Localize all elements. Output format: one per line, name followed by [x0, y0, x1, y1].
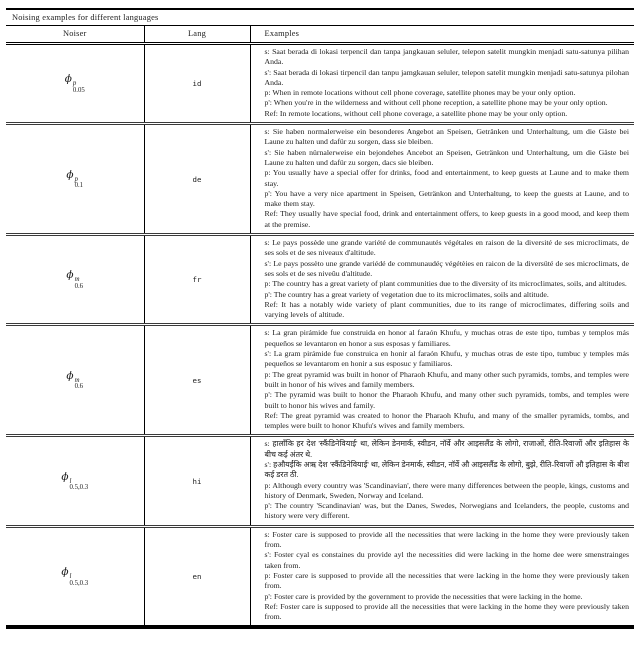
lang-code: de: [144, 124, 250, 235]
example-label: p:: [264, 369, 271, 379]
example-label: s:: [264, 529, 270, 539]
example-label: s:: [264, 47, 270, 56]
noiser-subscript: 0.5,0.3: [69, 579, 89, 587]
example-label: s':: [264, 349, 272, 359]
example-line-p: [265, 168, 630, 189]
table-header-row: [6, 26, 634, 44]
phi-symbol: ϕ: [61, 470, 69, 483]
example-line-p-prime: [265, 592, 630, 602]
example-text: You usually have a special offer for drinks, food and entertainment, to keep guests at Laune and to make them stay.: [264, 168, 629, 188]
example-label: Ref:: [264, 410, 278, 420]
example-label: Ref:: [264, 299, 278, 309]
example-text: Sie haben nürnalerweise ein bejondehes Ancebot an Speisen, Getränkon und Unterhaltung, um die Gäste bei Laune zu halten und dafür zu sorgen, dacs sie bleiben.: [264, 147, 630, 167]
examples-cell: [250, 526, 634, 627]
examples-cell: [250, 325, 634, 436]
noiser-superscript: p: [74, 175, 78, 183]
example-text: When you're in the wilderness and without cell phone reception, a satellite phone may be your only option.: [273, 98, 608, 108]
noiser-symbol: [6, 325, 144, 436]
example-line-p-prime: [265, 189, 630, 210]
example-text: Saat berada di lokasi terpencil dan tanpa jangkauan seluler, telepon satelit mungkin menjadi satu-satunya pilihan Anda.: [264, 47, 630, 67]
lang-code: id: [144, 44, 250, 124]
example-line-s: [265, 328, 630, 349]
example-line-p: [265, 370, 630, 391]
example-label: p':: [264, 289, 272, 299]
noiser-subscript: 0.6: [74, 282, 84, 290]
example-label: s':: [264, 67, 272, 77]
example-text: Foster care is supposed to provide all the necessities that were lacking in the home they were previously taken from.: [264, 529, 630, 550]
example-line-p-prime: [265, 290, 630, 300]
phi-symbol: ϕ: [64, 73, 72, 86]
example-line-p: [265, 481, 630, 502]
examples-cell: [250, 44, 634, 124]
noiser-sup-sub: [75, 177, 84, 190]
example-line-s-prime: [265, 460, 630, 481]
example-text: When in remote locations without cell phone coverage, satellite phones may be your only option.: [272, 88, 576, 98]
example-text: In remote locations, without cell phone coverage, a satellite phone may be your only option.: [279, 108, 568, 118]
lang-code: es: [144, 325, 250, 436]
example-text: The country has a great variety of vegetation due to its microclimates, soils and altitude.: [273, 289, 549, 299]
lang-code: fr: [144, 235, 250, 325]
example-text: The great pyramid was created to honor the Pharaoh Khufu, and many of the smaller pyramids, tombs, and temples were built to honor Khufu's wives and family members.: [264, 410, 629, 431]
noiser-symbol: [6, 44, 144, 124]
phi-symbol: ϕ: [66, 269, 74, 282]
example-line-ref: [265, 411, 630, 432]
noiser-symbol: [6, 526, 144, 627]
example-text: Foster care is supposed to provide all the necessities that were lacking in the home they were previously taken from.: [264, 601, 630, 622]
example-text: Although every country was 'Scandinavian', there were many differences between the people, kings, customs and history of Denmark, Sweden, Norway and Iceland.: [264, 480, 630, 500]
noiser-subscript: 0.1: [74, 182, 84, 190]
table-row: [6, 526, 634, 627]
example-line-p: [265, 88, 630, 98]
phi-symbol: ϕ: [66, 168, 74, 181]
example-line-s: [265, 127, 630, 148]
noiser-sup-sub: [75, 277, 84, 290]
example-line-p: [265, 279, 630, 289]
example-label: s:: [264, 127, 270, 137]
example-text: La gram pirámide fue construica en honir al faraón Khufu, y muchas otras de este tipo, tumbuc y temples más pequeños se levantarom en honir a sus esposuc y familiaros.: [264, 349, 630, 369]
example-text: Foster cyal es constaines du provide ayl the necessities did were lacking in the home dee were smenstrainges taken from.: [264, 550, 630, 570]
example-text: Sie haben normalerweise ein besonderes Angebot an Speisen, Getränken und Unterhaltung, um die Gäste bei Laune zu halten und dafür zu sorgen, dass sie bleiben.: [264, 127, 630, 147]
lang-code: en: [144, 526, 250, 627]
noiser-subscript: 0.5,0.3: [69, 484, 89, 492]
example-label: s:: [264, 328, 270, 338]
example-line-s-prime: [265, 550, 630, 571]
examples-cell: [250, 235, 634, 325]
example-label: s:: [264, 238, 270, 248]
example-label: s':: [264, 258, 272, 268]
noiser-subscript: 0.05: [72, 86, 85, 94]
example-label: p:: [264, 168, 271, 178]
example-line-ref: [265, 109, 630, 119]
example-text: Foster care is provided by the government to provide the necessities that were lacking in the home.: [273, 591, 583, 601]
examples-cell: [250, 124, 634, 235]
example-label: p':: [264, 501, 272, 511]
example-text: You have a very nice apartment in Speisen, Getränkon and Unterhaltung, to keep the guests at Laune, and to make them stay.: [264, 188, 629, 209]
example-label: p:: [264, 570, 271, 580]
table-row: [6, 325, 634, 436]
example-line-s-prime: [265, 259, 630, 280]
example-label: p':: [264, 188, 272, 198]
example-line-s-prime: [265, 148, 630, 169]
phi-symbol: ϕ: [61, 566, 69, 579]
example-line-p-prime: [265, 501, 630, 522]
example-text: They usually have special food, drink and entertainment offers, to keep guests in a good mood, and keep them at the premise.: [264, 209, 630, 229]
example-label: p:: [264, 279, 271, 289]
example-text: The pyramid was built to honor the Pharaoh Khufu, and many other such pyramids, tombs, and temples were built to honor his wives and family.: [264, 390, 630, 410]
table-row: [6, 436, 634, 526]
example-line-s-prime: [265, 68, 630, 89]
example-label: s':: [264, 147, 272, 157]
table-body: [6, 44, 634, 628]
example-text: The country has a great variety of plant communities due to the diversity of its microclimates, soils, and altitudes.: [272, 279, 627, 289]
table-row: [6, 124, 634, 235]
table-title-row: [6, 9, 634, 26]
example-line-p: [265, 571, 630, 592]
example-text: It has a notably wide variety of plant communities, due to its range of microclimates, differing soils and varying levels of altitude.: [264, 299, 630, 320]
noiser-sup-sub: [69, 479, 88, 492]
example-text: हऔयईंकि अऋ देश 'स्कैंडिनेवियाई' था, लेकिन डेनमार्क, स्वीडन, नॉर्वे औ आइसलैंड के लोगो, बुझे, रीति-रिवाजों औ इतिहास के बीश कई डरत ठी.: [264, 459, 630, 480]
table-row: [6, 235, 634, 325]
noiser-sup-sub: [73, 81, 85, 94]
example-line-s: [265, 238, 630, 259]
example-label: s':: [264, 459, 272, 469]
example-line-p-prime: [265, 98, 630, 108]
col-header-examples: Examples: [250, 26, 634, 44]
noising-examples-table: [6, 8, 634, 629]
phi-symbol: ϕ: [66, 369, 74, 382]
example-line-p-prime: [265, 390, 630, 411]
example-text: Foster care is supposed to provide all the necessities that were lacking in the home they were previously taken from.: [264, 570, 630, 591]
example-label: Ref:: [264, 108, 278, 118]
lang-code: hi: [144, 436, 250, 526]
noiser-sup-sub: [69, 574, 88, 587]
example-line-s-prime: [265, 349, 630, 370]
noiser-symbol: [6, 436, 144, 526]
examples-cell: [250, 436, 634, 526]
example-line-s: [265, 47, 630, 68]
table-title: Noising examples for different languages: [6, 9, 634, 26]
noiser-sup-sub: [75, 378, 84, 391]
example-label: s:: [264, 439, 270, 449]
example-text: The country 'Scandinavian' was, but the Danes, Swedes, Norwegians and Icelanders, the people, customs and history were very different.: [264, 501, 630, 521]
example-text: Le pays possède une grande variété de communautés végétales en raison de la diversité de ses microclimats, de ses sols et de ses niveaux d'altitude.: [264, 238, 630, 258]
example-label: Ref:: [264, 601, 278, 611]
example-label: s':: [264, 550, 272, 560]
example-label: p:: [264, 480, 271, 490]
noiser-superscript: m: [74, 276, 80, 284]
noiser-superscript: p: [72, 80, 77, 88]
example-label: p':: [264, 390, 272, 400]
noiser-subscript: 0.6: [74, 383, 84, 391]
example-text: हालाँकि हर देश 'स्कैंडिनेवियाई' था, लेकिन डेनमार्क, स्वीडन, नॉर्वे और आइसलैंड के लोगो, राजाओं, रीति-रिवाजों और इतिहास के बीच कई अंतर थे.: [264, 439, 630, 459]
noiser-superscript: l: [69, 573, 72, 581]
example-line-ref: [265, 602, 630, 623]
example-line-s: [265, 530, 630, 551]
noiser-symbol: [6, 235, 144, 325]
noiser-symbol: [6, 124, 144, 235]
example-text: The great pyramid was built in honor of Pharaoh Khufu, and many other such pyramids, tombs, and temples were built in honor of his wives and family members.: [264, 369, 630, 389]
example-line-ref: [265, 209, 630, 230]
col-header-noiser: Noiser: [6, 26, 144, 44]
example-label: p:: [264, 88, 271, 98]
noiser-superscript: l: [69, 477, 72, 485]
example-line-s: [265, 439, 630, 460]
example-text: Le pays possèto une grande variédé de communaudéç végétèies en raicon de la diversüté de ses microclimats, de ses sols et de ses niveũu d'altitude.: [264, 258, 630, 278]
example-line-ref: [265, 300, 630, 321]
example-label: p':: [264, 98, 272, 108]
example-text: La gran pirámide fue construida en honor al faraón Khufu, y muchas otras de este tipo, tumbas y templos más pequeños se levantaron en honor a sus esposas y familiares.: [264, 328, 630, 348]
example-label: p':: [264, 591, 272, 601]
table-row: [6, 44, 634, 124]
example-text: Saat berada di lokasi tirpencil dan tanpu jamgkauan seluler, telepon satelit mungkin menjadi satu-satunya pilohan Anda.: [264, 67, 630, 87]
noiser-superscript: m: [74, 376, 80, 384]
example-label: Ref:: [264, 209, 278, 219]
col-header-lang: Lang: [144, 26, 250, 44]
